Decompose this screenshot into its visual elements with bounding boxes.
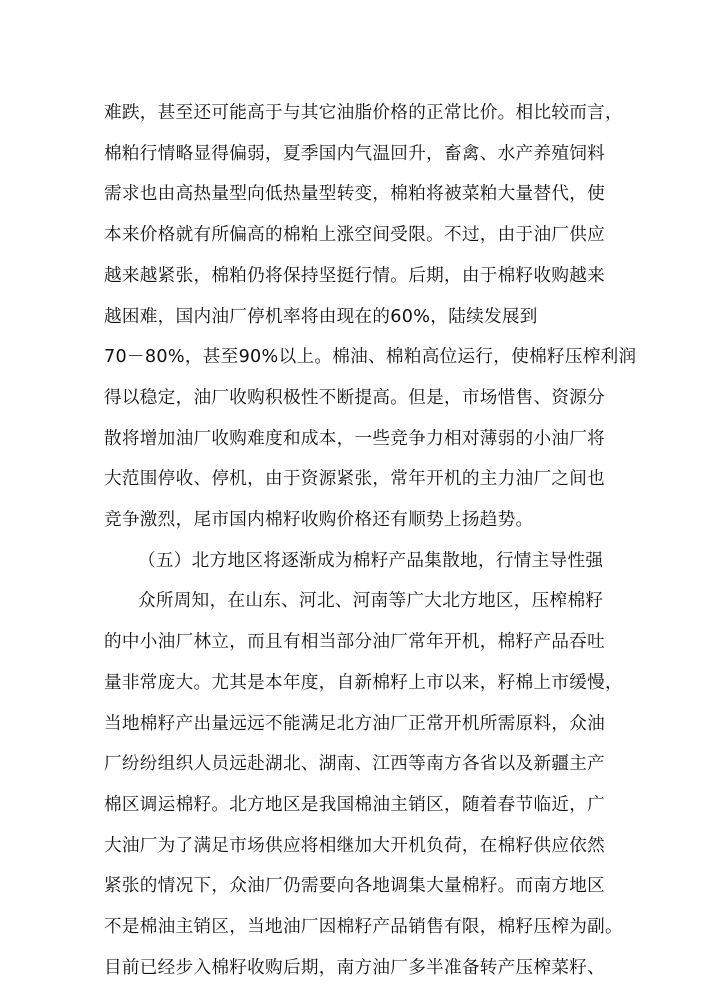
text-line: 越困难，国内油厂停机率将由现在的60%，陆续发展到	[104, 306, 538, 327]
text-line: 目前已经步入棉籽收购后期，南方油厂多半准备转产压榨菜籽、	[104, 957, 606, 978]
text-line: 大范围停收、停机，由于资源紧张，常年开机的主力油厂之间也	[104, 469, 606, 490]
text-line: 不是棉油主销区，当地油厂因棉籽产品销售有限，棉籽压榨为副。	[104, 917, 623, 937]
section-heading: （五）北方地区将逐渐成为棉籽产品集散地，行情主导性强	[138, 550, 604, 571]
text-line: 70－80%，甚至90%以上。棉油、棉粕高位运行，使棉籽压榨利润	[104, 347, 637, 368]
text-line: 本来价格就有所偏高的棉粕上涨空间受限。不过，由于油厂供应	[104, 225, 606, 246]
text-line: 散将增加油厂收购难度和成本，一些竞争力相对薄弱的小油厂将	[104, 428, 606, 449]
text-line: 紧张的情况下，众油厂仍需要向各地调集大量棉籽。而南方地区	[104, 876, 606, 897]
text-line: 当地棉籽产出量远远不能满足北方油厂正常开机所需原料，众油	[104, 713, 606, 734]
paragraph-first-line: 众所周知，在山东、河北、河南等广大北方地区，压榨棉籽	[138, 591, 604, 612]
text-line: 厂纷纷组织人员远赴湖北、湖南、江西等南方各省以及新疆主产	[104, 754, 606, 775]
text-line: 竞争激烈，尾市国内棉籽收购价格还有顺势上扬趋势。	[104, 510, 534, 530]
text-line: 越来越紧张，棉粕仍将保持坚挺行情。后期，由于棉籽收购越来	[104, 265, 606, 286]
text-line: 难跌，甚至还可能高于与其它油脂价格的正常比价。相比较而言，	[104, 103, 623, 123]
text-line: 需求也由高热量型向低热量型转变，棉粕将被菜粕大量替代，使	[104, 184, 606, 205]
text-line: 得以稳定，油厂收购积极性不断提高。但是，市场惜售、资源分	[104, 387, 606, 408]
text-line: 棉区调运棉籽。北方地区是我国棉油主销区，随着春节临近，广	[104, 794, 606, 815]
text-line: 棉粕行情略显得偏弱，夏季国内气温回升，畜禽、水产养殖饲料	[104, 143, 606, 164]
text-line: 的中小油厂林立，而且有相当部分油厂常年开机，棉籽产品吞吐	[104, 632, 606, 653]
text-line: 量非常庞大。尤其是本年度，自新棉籽上市以来，籽棉上市缓慢，	[104, 672, 623, 693]
text-line: 大油厂为了满足市场供应将相继加大开机负荷，在棉籽供应依然	[104, 835, 606, 856]
